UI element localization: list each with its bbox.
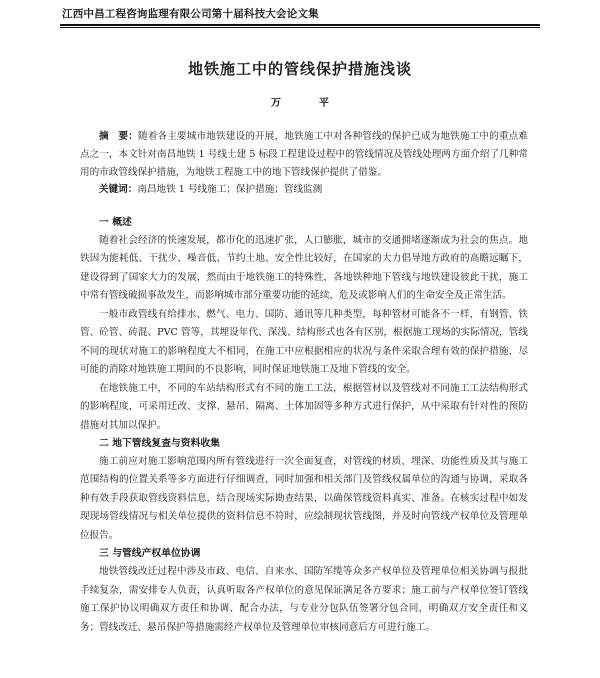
keywords-label: 关键词：: [99, 184, 138, 195]
abstract: [80, 128, 528, 183]
section-heading: 三 与管线产权单位协调: [99, 548, 201, 560]
header-rule-thin: [60, 27, 540, 28]
paragraph: 地铁管线改迁过程中涉及市政、电信、自来水、国防军缆等众多产权单位及管理单位相关协调与报批手续复杂，需安排专人负责，认真听取各产权单位的意见保证满足各方要求；施工前与产权单位签订管线施工保护协议明确双方责任和协调、配合办法，与专业分包队伍签署分包合同，明确双方安全责任和义务；管线改迁、悬吊保护等措施需经产权单位及管理单位审核同意后方可进行施工。: [80, 566, 528, 633]
paragraph: 一般市政管线有给排水、燃气、电力、国防、通讯等几种类型，每种管材可能各不一样，有钢管、铁管、砼管、砖混、PVC 管等，其埋设年代、深浅、结构形式也各有区别，根据施工现场的实际情况，管线不同的现状对施工的影响程度大不相同，在施工中应根据相应的状况与条件采取合理有效的保护措施，尽可能的消除对地铁施工期间的不良影响，同时保证地铁施工及地下管线的安全。: [80, 308, 528, 376]
abstract-text: 随着各主要城市地铁建设的开展，地铁施工中对各种管线的保护已成为地铁施工中的重点难点之一，本文针对南昌地铁 1 号线土建 5 标段工程建设过程中的管线情况及管线处理两方面介绍了几种常用的市政管线保护措施，为地铁工程施工中的地下管线保护提供了借鉴。: [80, 131, 528, 179]
paragraph: 在地铁施工中，不同的车站结构形式有不同的施工工法，根据管材以及管线对不同施工工法结构形式的影响程度，可采用迁改、支撑、悬吊、隔离、土体加固等多种方式进行保护，从中采取有针对性的预防措施对其加以保护。: [80, 382, 528, 431]
abstract-label: 摘 要：: [99, 131, 139, 142]
section-heading: 二 地下管线复查与资料收集: [99, 437, 220, 449]
author: 万 平: [271, 98, 343, 109]
header-rule: [60, 24, 540, 26]
body-text: [80, 214, 528, 637]
paragraph: 随着社会经济的快速发展，都市化的迅速扩张，人口膨胀，城市的交通拥堵逐渐成为社会的焦点。地铁因为能耗低、干扰少、噪音低、节约土地、安全性比较好，在国家的大力倡导地方政府的高瞻远瞩下，建设得到了国家大力的发展，然而由于地铁施工的特殊性，各地铁种地下管线与地铁建设彼此干扰，施工中常有管线破损事故发生，而影响城市部分重要功能的延续，危及或影响人们的生命安全及正常生活。: [80, 235, 528, 302]
section-overview: [80, 214, 528, 435]
paper-title: 地铁施工中的管线保护措施浅谈: [187, 60, 412, 78]
keywords: [80, 181, 528, 199]
paragraph: 施工前应对施工影响范围内所有管线进行一次全面复查，对管线的材质、埋深、功能性质及其与施工范围结构的位置关系等多方面进行仔细调查，同时加强和相关部门及管线权属单位的沟通与协调，采取各种有效手段获取管线资料信息，结合现场实际勘查结果，以确保管线资料真实、准备。在核实过程中如发现现场管线情况与相关单位提供的资料信息不符时，应绘制现状管线图，并及时向管线产权单位及管理单位报告。: [80, 455, 528, 541]
section-owner-coordination: [80, 545, 528, 637]
section-heading: 一 概述: [99, 217, 132, 228]
keywords-text: 南昌地铁 1 号线施工；保护措施；管线监测: [137, 184, 323, 195]
running-header: 江西中昌工程咨询监理有限公司第十届科技大会论文集: [62, 8, 319, 20]
section-pipeline-survey: [80, 435, 528, 545]
